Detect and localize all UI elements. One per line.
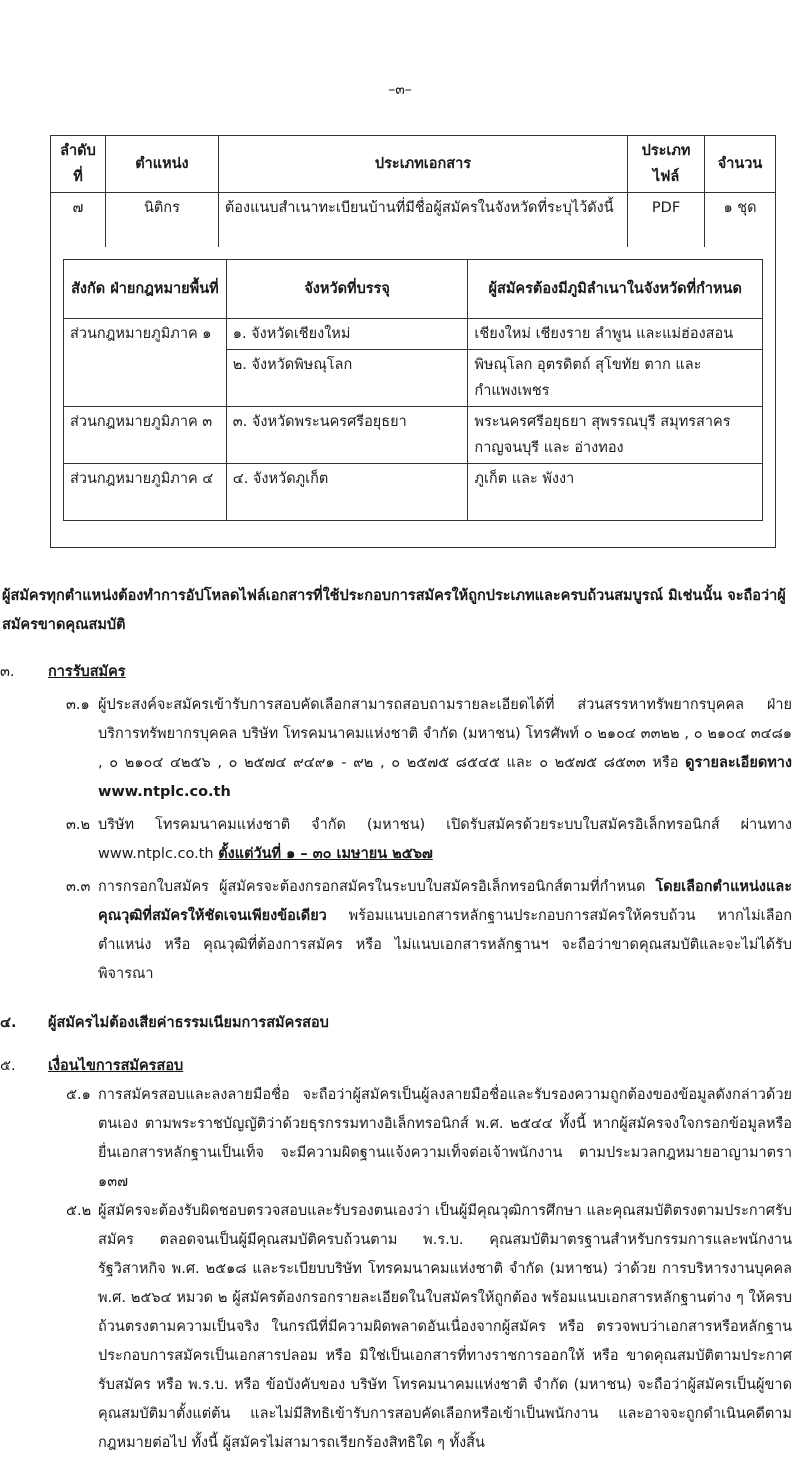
item-3-1-text: ผู้ประสงค์จะสมัครเข้ารับการสอบคัดเลือกสามารถสอบถามรายละเอียดได้ที่ ส่วนสรรหาทรัพยากรบุคคล ฝ่ายบริการทรัพยากรบุคคล บริษัท โทรคมนาคมแห่งชาติ จำกัด (มหาชน) โทรศัพท์ ๐ ๒๑๐๔ ๓๓๒๒ , ๐ ๒๑๐๔ ๓๔๘๑ , ๐ ๒๑๐๔ ๔๒๕๖ , ๐ ๒๕๗๔ ๙๔๙๑ - ๙๒ , ๐ ๒๕๗๕ ๘๕๔๕ และ ๐ ๒๕๗๕ ๘๕๓๓ หรือ xyxy=(98,697,792,771)
item-3-1-number: ๓.๑ xyxy=(66,697,90,713)
header-qty: จำนวน xyxy=(705,136,776,193)
section-5 xyxy=(0,1052,790,1458)
cell-unit: ส่วนกฎหมายภูมิภาค ๑ xyxy=(64,319,227,407)
item-3-3-emphasis: โดยเลือกตำแหน่งและคุณวุฒิที่สมัครให้ชัดเจนเพียงข้อเดียว xyxy=(98,879,792,924)
cell-no: ๗ xyxy=(51,193,106,248)
item-5-1-text: การสมัครสอบและลงลายมือชื่อ จะถือว่าผู้สมัครเป็นผู้ลงลายมือชื่อและรับรองความถูกต้องของข้อมูลดังกล่าวด้วยตนเอง ตามพระราชบัญญัติว่าด้วยธุรกรรมทางอิเล็กทรอนิกส์ พ.ศ. ๒๕๔๔ ทั้งนี้ หากผู้สมัครจงใจกรอกข้อมูลหรือยื่นเอกสารหลักฐานเป็นเท็จ จะมีความผิดฐานแจ้งความเท็จต่อเจ้าพนักงาน ตามประมวลกฎหมายอาญามาตรา ๑๓๗ xyxy=(98,1087,792,1190)
cell-qty: ๑ ชุด xyxy=(705,193,776,248)
item-3-2-number: ๓.๒ xyxy=(66,817,91,833)
province-table xyxy=(63,259,763,521)
body-text xyxy=(0,582,793,1458)
item-5-2-text: ผู้สมัครจะต้องรับผิดชอบตรวจสอบและรับรองตนเองว่า เป็นผู้มีคุณวุฒิการศึกษา และคุณสมบัติตรงตามประกาศรับสมัคร ตลอดจนเป็นผู้มีคุณสมบัติครบถ้วนตาม พ.ร.บ. คุณสมบัติมาตรฐานสำหรับกรรมการและพนักงานรัฐวิสาหกิจ พ.ศ. ๒๕๑๘ และระเบียบบริษัท โทรคมนาคมแห่งชาติ จำกัด (มหาชน) ว่าด้วย การบริหารงานบุคคล พ.ศ. ๒๕๖๔ หมวด ๒ ผู้สมัครต้องกรอกรายละเอียดในใบสมัครให้ถูกต้อง พร้อมแนบเอกสารหลักฐานต่าง ๆ ให้ครบถ้วนตรงตามความเป็นจริง ในกรณีที่มีความผิดพลาดอันเนื่องจากผู้สมัคร หรือ ตรวจพบว่าเอกสารหรือหลักฐานประกอบการสมัครเป็นเอกสารปลอม หรือ มิใช่เป็นเอกสารที่ทางราชการออกให้ หรือ ขาดคุณสมบัติตามประกาศรับสมัคร หรือ พ.ร.บ. หรือ ข้อบังคับของ บริษัท โทรคมนาคมแห่งชาติ จำกัด (มหาชน) จะถือว่าผู้สมัครเป็นผู้ขาดคุณสมบัติมาตั้งแต่ต้น และไม่มีสิทธิเข้ารับการสอบคัดเลือกหรือเข้าเป็นพนักงาน และอาจจะถูกดำเนินคดีตามกฎหมายต่อไป ทั้งนี้ ผู้สมัครไม่สามารถเรียกร้องสิทธิใด ๆ ทั้งสิ้น xyxy=(98,1203,792,1451)
cell-position: นิติกร xyxy=(105,193,218,248)
item-3-3-number: ๓.๓ xyxy=(66,879,91,895)
header-domicile: ผู้สมัครต้องมีภูมิลำเนาในจังหวัดที่กำหนด xyxy=(468,260,763,319)
table-row xyxy=(64,407,763,464)
tables-area xyxy=(50,135,776,548)
nested-table-container xyxy=(50,247,776,548)
item-3-1-link-text: ดูรายละเอียดทาง www.ntplc.co.th xyxy=(98,755,793,800)
table-header-row xyxy=(64,260,763,319)
item-5-1-number: ๕.๑ xyxy=(66,1087,91,1103)
cell-domicile: ภูเก็ต และ พังงา xyxy=(468,464,763,521)
section-5-title: เงื่อนไขการสมัครสอบ xyxy=(48,1058,184,1074)
cell-file: PDF xyxy=(628,193,705,248)
header-no: ลำดับ ที่ xyxy=(51,136,106,193)
item-3-2-dates: ตั้งแต่วันที่ ๑ – ๓๐ เมษายน ๒๕๖๗ xyxy=(218,846,433,862)
table-row xyxy=(64,319,763,350)
page-number: –๓– xyxy=(388,82,412,98)
section-3-number: ๓. xyxy=(0,664,15,680)
cell-domicile: พระนครศรีอยุธยา สุพรรณบุรี สมุทรสาคร กาญจนบุรี และ อ่างทอง xyxy=(468,407,763,464)
header-province: จังหวัดที่บรรจุ xyxy=(226,260,468,319)
cell-province: ๑. จังหวัดเชียงใหม่ xyxy=(226,319,468,350)
section-4 xyxy=(0,1009,790,1038)
item-3-3-text-b: พร้อมแนบเอกสารหลักฐานประกอบการสมัครให้ครบถ้วน หากไม่เลือกตำแหน่ง หรือ คุณวุฒิที่ต้องการสมัคร หรือ ไม่แนบเอกสารหลักฐานฯ จะถือว่าขาดคุณสมบัติและจะไม่ได้รับพิจารณา xyxy=(98,908,792,982)
header-position: ตำแหน่ง xyxy=(105,136,218,193)
cell-province: ๔. จังหวัดภูเก็ต xyxy=(226,464,468,521)
item-3-3-text-a: การกรอกใบสมัคร ผู้สมัครจะต้องกรอกสมัครในระบบใบสมัครอิเล็กทรอนิกส์ตามที่กำหนด xyxy=(98,879,656,895)
cell-doc: ต้องแนบสำเนาทะเบียนบ้านที่มีชื่อผู้สมัครในจังหวัดที่ระบุไว้ดังนี้ xyxy=(218,193,627,248)
upload-note: ผู้สมัครทุกตำแหน่งต้องทำการอัปโหลดไฟล์เอกสารที่ใช้ประกอบการสมัครให้ถูกประเภทและครบถ้วนสมบูรณ์ มิเช่นนั้น จะถือว่าผู้สมัครขาดคุณสมบัติ xyxy=(2,588,786,633)
section-5-number: ๕. xyxy=(0,1058,16,1074)
item-5-2-number: ๕.๒ xyxy=(66,1203,92,1219)
cell-domicile: เชียงใหม่ เชียงราย ลำพูน และแม่ฮ่องสอน xyxy=(468,319,763,350)
table-header-row xyxy=(51,136,776,193)
cell-unit: ส่วนกฎหมายภูมิภาค ๓ xyxy=(64,407,227,464)
table-row xyxy=(51,193,776,248)
cell-unit: ส่วนกฎหมายภูมิภาค ๔ xyxy=(64,464,227,521)
header-file-type: ประเภท ไฟล์ xyxy=(628,136,705,193)
cell-province: ๓. จังหวัดพระนครศรีอยุธยา xyxy=(226,407,468,464)
section-4-title: ผู้สมัครไม่ต้องเสียค่าธรรมเนียมการสมัครสอบ xyxy=(48,1015,329,1031)
item-3-2-text: บริษัท โทรคมนาคมแห่งชาติ จำกัด (มหาชน) เปิดรับสมัครด้วยระบบใบสมัครอิเล็กทรอนิกส์ ผ่านทาง www.ntplc.co.th xyxy=(98,817,792,862)
document-requirements-table xyxy=(50,135,776,247)
cell-domicile: พิษณุโลก อุตรดิตถ์ สุโขทัย ตาก และ กำแพงเพชร xyxy=(468,350,763,407)
section-3-title: การรับสมัคร xyxy=(48,664,126,680)
section-4-number: ๔. xyxy=(0,1015,17,1031)
table-row xyxy=(64,464,763,521)
cell-province: ๒. จังหวัดพิษณุโลก xyxy=(226,350,468,407)
section-3 xyxy=(0,658,793,989)
header-doc-type: ประเภทเอกสาร xyxy=(218,136,627,193)
header-unit: สังกัด ฝ่ายกฎหมายพื้นที่ xyxy=(64,260,227,319)
